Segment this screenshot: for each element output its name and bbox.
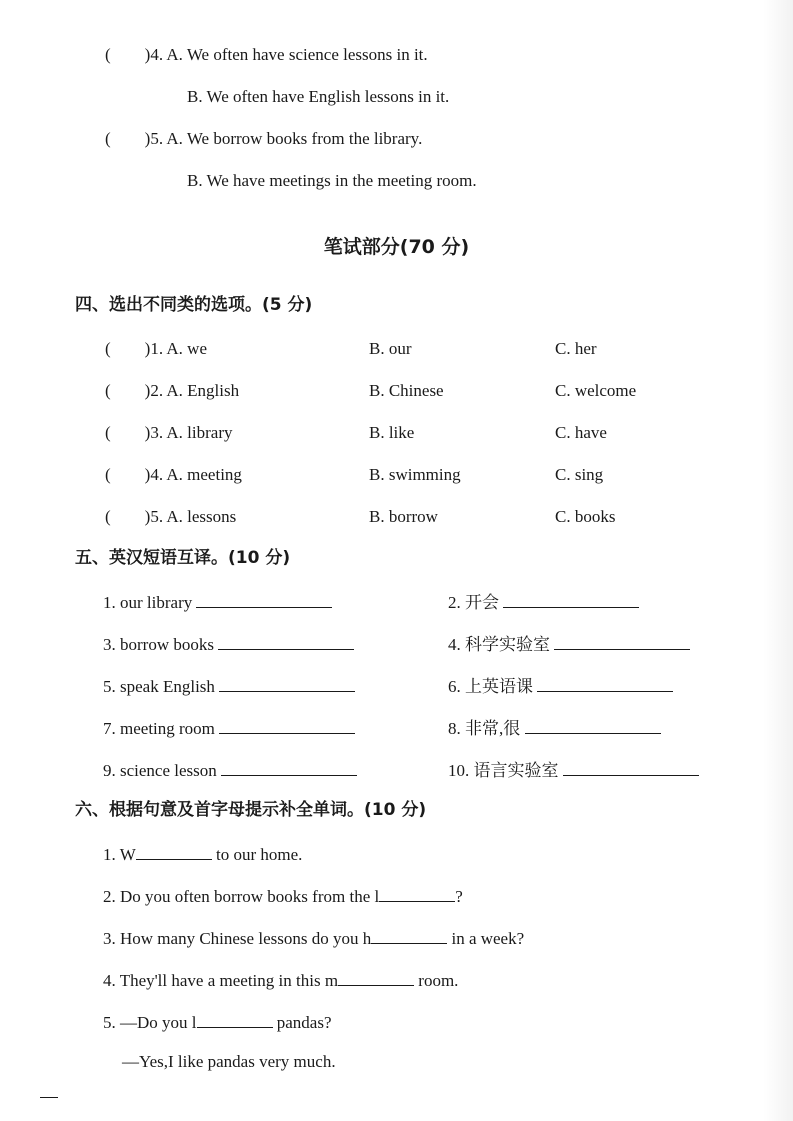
option-b: B. our [369, 339, 412, 358]
answer-blank [338, 969, 414, 986]
answer-blank [219, 675, 355, 692]
item-stem: ( )5. A. lessons [105, 507, 237, 526]
item-stem: ( )1. A. we [105, 339, 207, 358]
answer-blank [379, 885, 455, 902]
answer-blank [218, 633, 354, 650]
option-c: C. have [555, 423, 607, 442]
item-stem: ( )4. A. meeting [105, 465, 242, 484]
phrase-text: 5. speak English [103, 677, 215, 696]
question-text: room. [414, 971, 459, 990]
answer-blank [525, 717, 661, 734]
answer-blank [219, 717, 355, 734]
listening-q5-option-b: B. We have meetings in the meeting room. [187, 171, 477, 190]
option-c: C. welcome [555, 381, 637, 400]
fill-question-3 [103, 927, 524, 949]
item-stem: ( )2. A. English [105, 381, 240, 400]
question-text: ? [455, 887, 463, 906]
phrase-row-left [103, 633, 354, 655]
phrase-row-right [448, 675, 673, 697]
fill-question-2 [103, 885, 463, 907]
listening-q4-option-b: B. We often have English lessons in it. [187, 87, 450, 106]
answer-blank [563, 759, 699, 776]
option-c: C. sing [555, 465, 604, 484]
option-b: B. borrow [369, 507, 438, 526]
page-footer-mark [40, 1097, 58, 1098]
phrase-text: 1. our library [103, 593, 193, 612]
answer-blank [554, 633, 690, 650]
phrase-text: 8. 非常,很 [448, 719, 521, 738]
phrase-row-left [103, 717, 355, 739]
section6-heading: 六、根据句意及首字母提示补全单词。(10 分) [75, 800, 427, 820]
phrase-text: 9. science lesson [103, 761, 217, 780]
answer-blank [136, 843, 212, 860]
phrase-text: 3. borrow books [103, 635, 214, 654]
question-text: to our home. [211, 845, 303, 864]
option-b: B. like [369, 423, 415, 442]
phrase-row-right [448, 633, 690, 655]
question-text: 4. They'll have a meeting in this m [103, 971, 339, 990]
phrase-text: 7. meeting room [103, 719, 215, 738]
answer-blank [221, 759, 357, 776]
option-c: C. her [555, 339, 597, 358]
question-text: 2. Do you often borrow books from the l [103, 887, 380, 906]
phrase-text: 10. 语言实验室 [448, 761, 559, 780]
question-text: 5. —Do you l [103, 1013, 197, 1032]
question-text: in a week? [447, 929, 525, 948]
fill-question-5 [103, 1011, 332, 1033]
phrase-text: 6. 上英语课 [448, 677, 533, 696]
question-text: 1. W [103, 845, 136, 864]
phrase-row-right [448, 591, 639, 613]
question-text: pandas? [272, 1013, 332, 1032]
question-text: 3. How many Chinese lessons do you h [103, 929, 372, 948]
written-part-title: 笔试部分(70 分) [323, 236, 470, 258]
answer-blank [537, 675, 673, 692]
answer-blank [197, 1011, 273, 1028]
phrase-row-right [448, 759, 699, 781]
fill-question-1 [103, 843, 302, 865]
option-c: C. books [555, 507, 616, 526]
fill-question-5-answer: —Yes,I like pandas very much. [122, 1052, 336, 1071]
option-b: B. swimming [369, 465, 461, 484]
section5-heading: 五、英汉短语互译。(10 分) [75, 548, 291, 568]
answer-blank [503, 591, 639, 608]
phrase-text: 4. 科学实验室 [448, 635, 550, 654]
listening-q5-option-a: ( )5. A. We borrow books from the library. [105, 129, 423, 148]
listening-q4-option-a: ( )4. A. We often have science lessons in it. [105, 45, 428, 64]
answer-blank [196, 591, 332, 608]
phrase-row-left [103, 591, 332, 613]
phrase-row-left [103, 759, 357, 781]
item-stem: ( )3. A. library [105, 423, 233, 442]
phrase-row-right [448, 717, 661, 739]
phrase-row-left [103, 675, 355, 697]
section4-heading: 四、选出不同类的选项。(5 分) [75, 295, 313, 315]
option-b: B. Chinese [369, 381, 444, 400]
answer-blank [371, 927, 447, 944]
fill-question-4 [103, 969, 458, 991]
phrase-text: 2. 开会 [448, 593, 499, 612]
page-edge-shadow [763, 0, 793, 1121]
